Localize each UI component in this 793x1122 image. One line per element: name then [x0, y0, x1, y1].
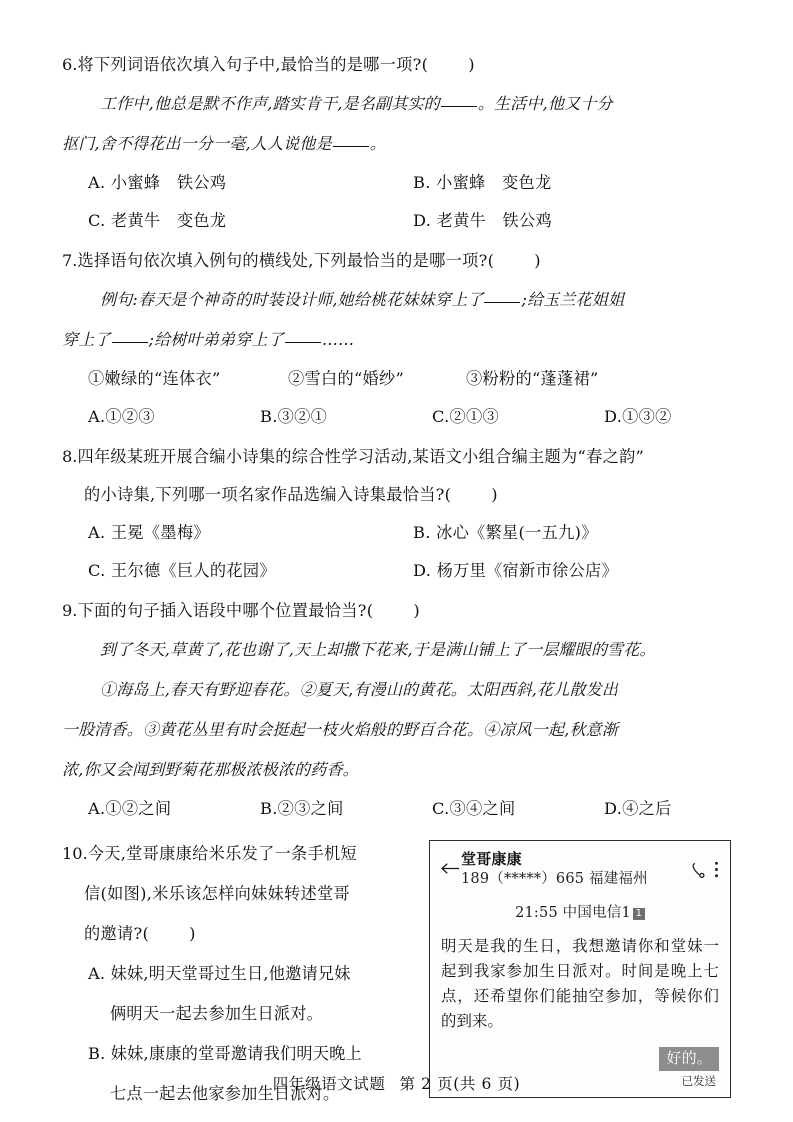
question-9-quoted-sentence	[62, 630, 741, 670]
question-6-passage-line1-tail: 。生活中,他又十分	[477, 94, 613, 113]
question-8-options-row-1	[62, 514, 741, 552]
footer-page-number: 第 2 页(共 6 页)	[399, 1075, 521, 1093]
question-8-stem-continued	[62, 476, 741, 514]
phone-call-icon[interactable]	[692, 862, 707, 878]
question-6-passage-2	[62, 124, 741, 164]
sms-reply-status: 已发送	[681, 1074, 716, 1088]
option-c[interactable]: C.③④之间	[432, 799, 516, 818]
question-9-stem-close: )	[413, 601, 420, 620]
question-10-stem-line2	[62, 874, 427, 914]
question-9-passage-line3	[62, 750, 741, 790]
fill-blank[interactable]	[441, 92, 477, 107]
question-10-stem-close: )	[189, 924, 196, 943]
question-10-stem-text-1: 今天,堂哥康康给米乐发了一条手机短	[87, 844, 357, 863]
passage-text-1: ①海岛上,春天有野迎春花。②夏天,有漫山的黄花。太阳西斜,花儿散发出	[100, 680, 619, 699]
question-7-stem	[62, 242, 741, 280]
question-9-number: 9.	[62, 601, 78, 620]
footer-title: 四年级语文试题	[272, 1075, 386, 1093]
question-9-passage-line1	[62, 670, 741, 710]
option-d[interactable]: D.④之后	[604, 799, 672, 818]
fill-blank[interactable]	[112, 328, 148, 343]
question-8-stem-close: )	[491, 485, 498, 504]
question-6-passage-line2-tail: 。	[369, 134, 386, 153]
sms-contact-number: 189（*****）665 福建福州	[461, 871, 648, 887]
fill-blank[interactable]	[484, 288, 520, 303]
question-6-options-row-2	[62, 202, 741, 240]
option-a-label: A. 妹妹,明天堂哥过生日,他邀请兄妹	[88, 964, 351, 983]
question-7-example-line1	[62, 280, 741, 320]
option-b[interactable]: B.②③之间	[260, 799, 344, 818]
question-8-stem	[62, 438, 741, 476]
example-text-b-mid: ;给树叶弟弟穿上了	[148, 330, 284, 349]
question-6-passage-line1: 工作中,他总是默不作声,踏实肯干,是名副其实的	[100, 94, 440, 113]
question-6-stem-close: )	[468, 55, 475, 74]
option-a[interactable]: A.①②③	[88, 407, 155, 426]
option-b-continued: 七点一起去他家参加生日派对。	[110, 1084, 340, 1103]
option-a[interactable]: A. 小蜜蜂 铁公鸡	[88, 173, 227, 192]
option-d[interactable]: D. 老黄牛 铁公鸡	[413, 211, 553, 230]
example-text-a-tail: ;给玉兰花姐姐	[521, 290, 625, 309]
option-b[interactable]: B. 冰心《繁星(一五九)》	[413, 523, 598, 542]
item-3: ③粉粉的“蓬蓬裙”	[466, 369, 599, 388]
question-9	[62, 592, 741, 828]
question-10-stem-line3	[62, 914, 427, 954]
question-7-options-row	[62, 398, 741, 436]
question-8-options-row-2	[62, 552, 741, 590]
question-10-stem-text-2: 信(如图),米乐该怎样向妹妹转述堂哥	[84, 884, 350, 903]
option-a[interactable]: A. 王冕《墨梅》	[88, 523, 210, 542]
question-7-items-row	[62, 360, 741, 398]
question-7-stem-close: )	[534, 251, 541, 270]
option-d[interactable]: D. 杨万里《宿新市徐公店》	[413, 561, 618, 580]
question-9-passage-line2	[62, 710, 741, 750]
question-6-passage	[62, 84, 741, 124]
sms-contact-name: 堂哥康康	[461, 850, 522, 868]
question-6-passage-line2: 抠门,舍不得花出一分一毫,人人说他是	[62, 134, 332, 153]
question-7-number: 7.	[62, 251, 78, 270]
option-a[interactable]: A.①②之间	[88, 799, 172, 818]
sms-reply-bubble: 好的。	[659, 1047, 719, 1071]
option-c[interactable]: C. 王尔德《巨人的花园》	[88, 561, 276, 580]
example-text-a: 例句:春天是个神奇的时装设计师,她给桃花妹妹穿上了	[100, 290, 484, 309]
sms-message-body: 明天是我的生日，我想邀请你和堂妹一起到我家参加生日派对。时间是晚上七点，还希望你们能抽空参加，等候你们的到来。	[441, 937, 719, 1030]
option-b[interactable]: B. 小蜜蜂 变色龙	[413, 173, 552, 192]
option-c[interactable]: C.②①③	[432, 407, 500, 426]
question-9-options-row	[62, 790, 741, 828]
item-1: ①嫩绿的“连体衣”	[88, 369, 221, 388]
question-8	[62, 438, 741, 590]
option-b-label: B. 妹妹,康康的堂哥邀请我们明天晚上	[88, 1044, 362, 1063]
question-10-stem-line1	[62, 834, 427, 874]
question-9-stem	[62, 592, 741, 630]
question-8-stem-text: 四年级某班开展合编小诗集的综合性学习活动,某语文小组合编主题为“春之韵”	[77, 447, 645, 466]
sim-card-badge: 1	[633, 908, 645, 920]
fill-blank[interactable]	[333, 132, 369, 147]
question-7-stem-text: 选择语句依次填入例句的横线处,下列最恰当的是哪一项?(	[77, 251, 495, 270]
option-a-continued: 俩明天一起去参加生日派对。	[110, 1004, 324, 1023]
passage-text-2: 一股清香。③黄花丛里有时会挺起一枝火焰般的野百合花。④凉风一起,秋意渐	[62, 720, 619, 739]
question-10-number: 10.	[62, 844, 88, 863]
example-text-b-tail: ……	[321, 330, 355, 349]
example-text-b: 穿上了	[62, 330, 111, 349]
sms-contact-block	[461, 850, 692, 890]
question-6-stem	[62, 46, 741, 84]
question-6	[62, 46, 741, 240]
question-10-option-a[interactable]	[62, 954, 427, 1034]
more-vertical-icon[interactable]	[714, 861, 719, 878]
sms-header	[441, 850, 719, 890]
question-7-example-line2	[62, 320, 741, 360]
question-6-options-row-1	[62, 164, 741, 202]
back-arrow-icon[interactable]	[441, 850, 461, 874]
question-6-number: 6.	[62, 55, 78, 74]
question-8-stem-cont-text: 的小诗集,下列哪一项名家作品选编入诗集最恰当?(	[84, 485, 452, 504]
question-6-stem-text: 将下列词语依次填入句子中,最恰当的是哪一项?(	[77, 55, 429, 74]
sms-timestamp-text: 21:55 中国电信1	[515, 905, 631, 921]
sms-timestamp	[441, 903, 719, 923]
option-b[interactable]: B.③②①	[260, 407, 328, 426]
passage-text-3: 浓,你又会闻到野菊花那极浓极浓的药香。	[62, 760, 359, 779]
option-d[interactable]: D.①③②	[604, 407, 672, 426]
fill-blank[interactable]	[285, 328, 321, 343]
quoted-text: 到了冬天,草黄了,花也谢了,天上却撒下花来,于是满山铺上了一层耀眼的雪花。	[100, 640, 656, 659]
question-10-stem-text-3: 的邀请?(	[84, 924, 150, 943]
question-7	[62, 242, 741, 436]
option-c[interactable]: C. 老黄牛 变色龙	[88, 211, 227, 230]
question-8-number: 8.	[62, 447, 78, 466]
item-2: ②雪白的“婚纱”	[288, 369, 405, 388]
sms-screenshot-figure	[429, 840, 731, 1098]
question-9-stem-text: 下面的句子插入语段中哪个位置最恰当?(	[77, 601, 374, 620]
page-footer	[0, 1072, 793, 1094]
sms-header-actions	[692, 850, 719, 878]
